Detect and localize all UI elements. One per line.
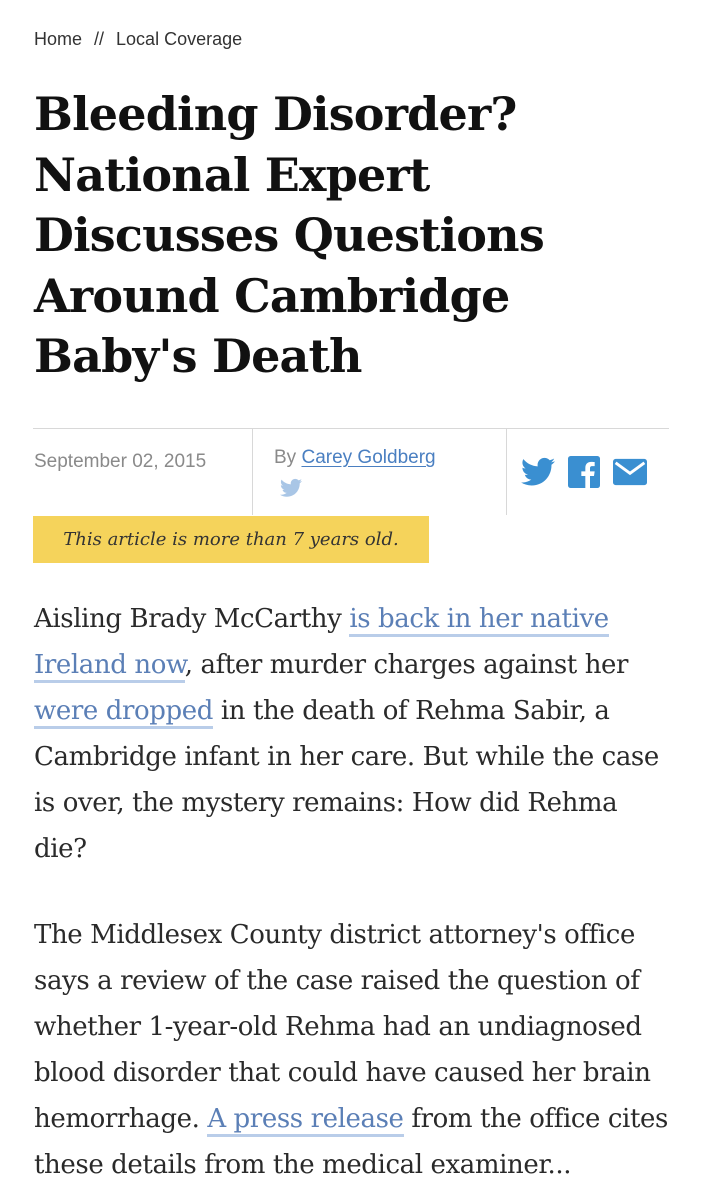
facebook-icon[interactable]	[567, 456, 601, 488]
author-twitter-icon[interactable]	[280, 478, 302, 498]
inline-link-press-release[interactable]: A press release	[207, 1104, 403, 1137]
breadcrumb-separator: //	[94, 29, 105, 49]
breadcrumb-section-link[interactable]: Local Coverage	[116, 29, 243, 49]
email-icon[interactable]	[613, 456, 647, 488]
byline-prefix: By	[274, 447, 297, 468]
article-age-notice: This article is more than 7 years old.	[33, 516, 429, 563]
article-headline: Bleeding Disorder? National Expert Discusses Questions Around Cambridge Baby's Death	[34, 87, 544, 383]
paragraph-text: in the death of Rehma Sabir, a Cambridge infant in her care. But while the case is over, the mystery remains: How did Rehma die?	[34, 696, 659, 864]
inline-link-charges-dropped[interactable]: were dropped	[34, 696, 213, 729]
paragraph-text: The Middlesex County district attorney's office says a review of the case raised the question of whether 1-year-old Rehma had an undiagnosed blood disorder that could have caused her brain hemorrhage.	[34, 920, 651, 1134]
breadcrumb-home-link[interactable]: Home	[34, 29, 83, 49]
author-link[interactable]: Carey Goldberg	[301, 447, 436, 468]
article-paragraph	[34, 912, 674, 1188]
share-bar	[521, 456, 647, 488]
paragraph-text: from the office cites these details from the medical examiner...	[34, 1104, 668, 1180]
twitter-icon[interactable]	[521, 456, 555, 488]
paragraph-text: Aisling Brady McCarthy	[34, 604, 350, 634]
meta-column-divider	[506, 429, 507, 515]
meta-divider	[33, 428, 669, 429]
article-paragraph	[34, 596, 674, 872]
inline-link-native-ireland[interactable]: is back in her native Ireland now	[34, 604, 609, 683]
byline	[274, 446, 504, 470]
breadcrumb	[34, 29, 242, 50]
publish-date: September 02, 2015	[34, 451, 207, 472]
paragraph-text: , after murder charges against her	[184, 650, 629, 680]
meta-column-divider	[252, 429, 253, 515]
